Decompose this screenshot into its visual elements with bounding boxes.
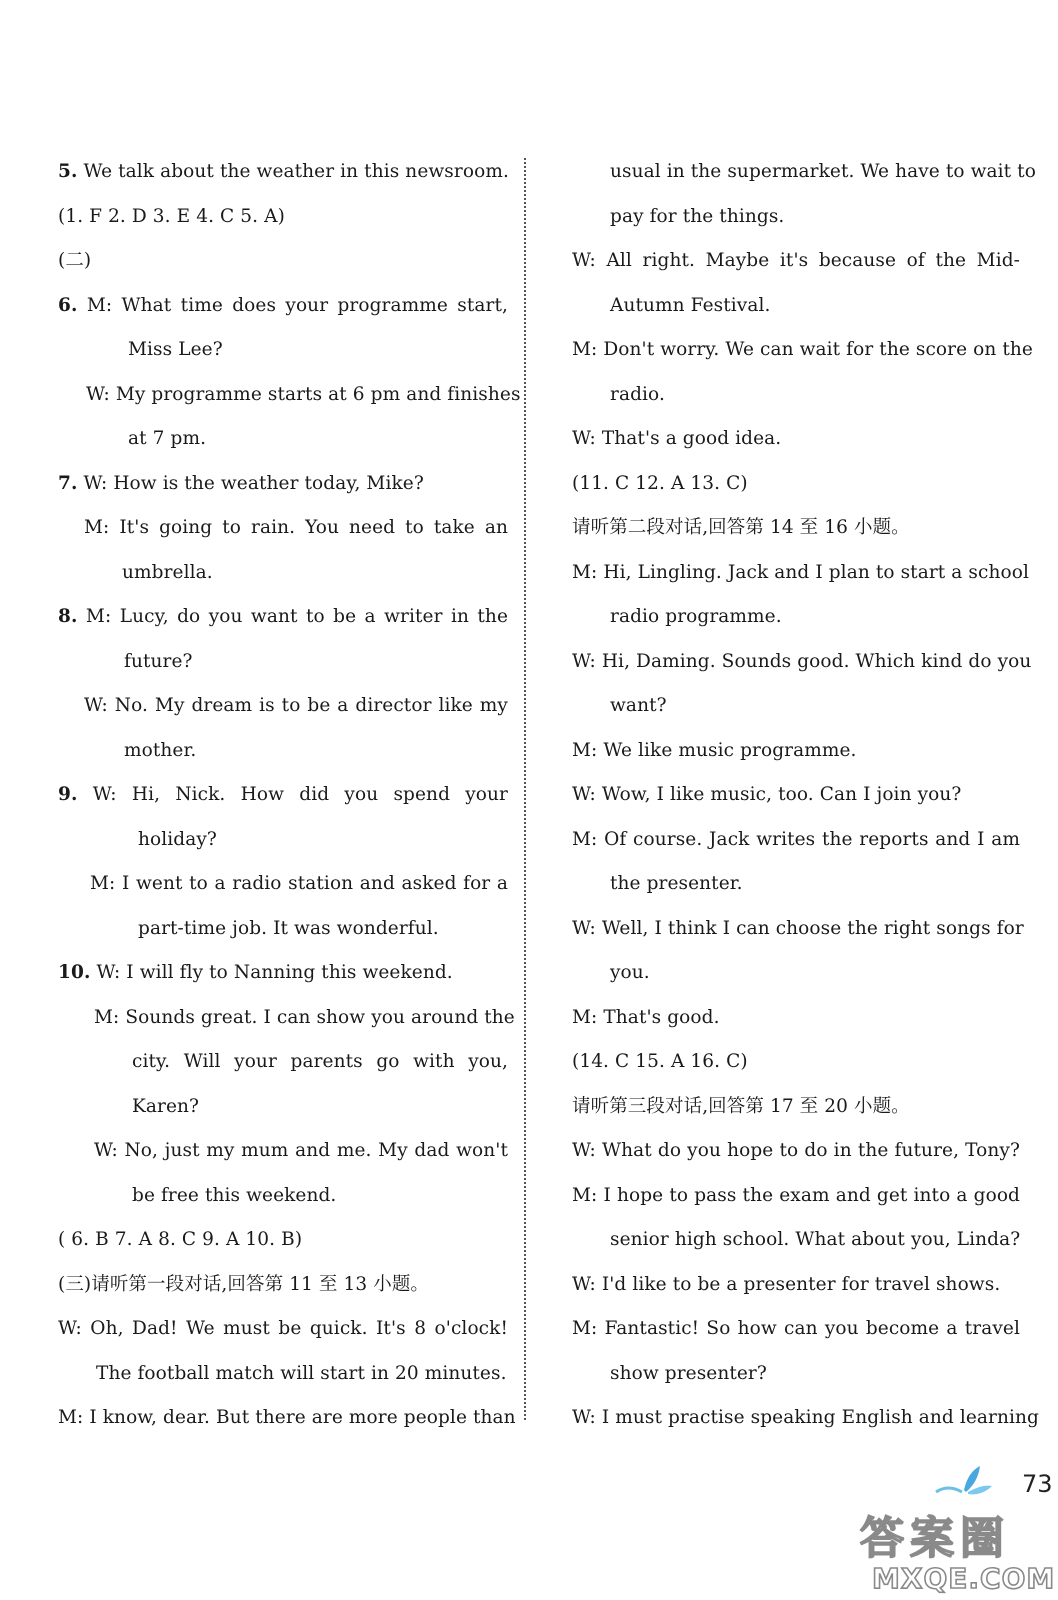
text-line [58,773,508,818]
text-line: usual in the supermarket. We have to wait to [610,161,1036,182]
line-text: W: I will fly to Nanning this weekend. [90,962,453,983]
text-line: M: Fantastic! So how can you become a travel [572,1318,1020,1339]
line-text: W: How is the weather today, Mike? [77,472,424,494]
text-line: part-time job. It was wonderful. [138,917,439,939]
text-line: (二) [58,250,92,271]
text-line: show presenter? [610,1362,767,1384]
text-line: W: All right. Maybe it's because of the Mid- [572,250,1020,271]
text-line: mother. [124,739,197,761]
text-line: M: I went to a radio station and asked for a [90,873,508,894]
text-line: M: Don't worry. We can wait for the score on the [572,339,1033,360]
watermark-text: 答案圈 [860,1513,1010,1564]
text-line: (11. C 12. A 13. C) [572,472,748,494]
text-line: The football match will start in 20 minutes. [96,1362,507,1384]
text-line: Autumn Festival. [610,294,771,316]
text-line: W: I must practise speaking English and learning [572,1407,1039,1428]
text-line: M: Of course. Jack writes the reports and I am [572,828,1020,850]
text-line: W: Oh, Dad! We must be quick. It's 8 o'clock! [58,1318,508,1339]
text-line: W: I'd like to be a presenter for travel shows. [572,1273,1001,1295]
text-line: senior high school. What about you, Linda? [610,1229,1021,1250]
text-line: you. [610,962,650,983]
text-line: radio. [610,383,665,405]
left-column [58,150,521,1441]
text-line: W: No. My dream is to be a director like my [84,695,508,716]
text-line: want? [610,695,667,716]
text-line: M: It's going to rain. You need to take an [84,517,508,538]
text-line [58,150,508,195]
text-line: M: I know, dear. But there are more people than [58,1407,516,1428]
text-line: M: We like music programme. [572,739,857,761]
text-line: W: That's a good idea. [572,428,782,449]
page-number: 73 [1022,1470,1053,1498]
text-line: (三)请听第一段对话,回答第 11 至 13 小题。 [58,1273,430,1295]
text-line: city. Will your parents go with you, [132,1051,508,1072]
line-text: W: Hi, Nick. How did you spend your [77,784,508,805]
text-line: W: What do you hope to do in the future, Tony? [572,1140,1020,1161]
text-line: 请听第二段对话,回答第 14 至 16 小题。 [572,517,910,538]
text-line: W: Hi, Daming. Sounds good. Which kind do you [572,650,1032,672]
text-line: W: Well, I think I can choose the right songs for [572,917,1024,939]
text-line: at 7 pm. [128,428,207,449]
text-line: W: My programme starts at 6 pm and finishes [86,383,521,405]
text-line: (14. C 15. A 16. C) [572,1051,748,1072]
right-column [572,150,1039,1441]
text-line: M: Sounds great. I can show you around the [94,1006,515,1028]
column-divider [524,158,526,1420]
question-number: 6. [58,294,78,316]
watermark-url: MXQE.COM [872,1562,1056,1595]
text-line: Miss Lee? [128,339,223,360]
question-number: 8. [58,606,78,627]
text-line: W: Wow, I like music, too. Can I join you? [572,784,962,805]
text-line: Karen? [132,1095,200,1117]
question-number: 10. [58,962,91,983]
text-line: (1. F 2. D 3. E 4. C 5. A) [58,205,285,227]
line-text: We talk about the weather in this newsroom. [77,161,509,182]
text-line: W: No, just my mum and me. My dad won't [94,1140,508,1161]
text-line: ( 6. B 7. A 8. C 9. A 10. B) [58,1229,303,1250]
text-line: holiday? [138,828,217,850]
text-line: M: Hi, Lingling. Jack and I plan to start a school [572,561,1029,583]
text-line: radio programme. [610,606,782,627]
text-line: the presenter. [610,873,743,894]
text-line: pay for the things. [610,205,785,227]
text-line: 请听第三段对话,回答第 17 至 20 小题。 [572,1095,910,1117]
question-number: 7. [58,472,78,494]
question-number: 5. [58,161,78,182]
text-line: future? [124,650,193,672]
leaf-icon [928,1462,998,1502]
text-line [58,284,508,329]
text-line: M: That's good. [572,1006,720,1028]
text-line [58,595,508,640]
text-line: M: I hope to pass the exam and get into a good [572,1184,1020,1206]
text-line: umbrella. [122,561,213,583]
text-line: be free this weekend. [132,1184,337,1206]
line-text: M: Lucy, do you want to be a writer in the [77,606,508,627]
text-line [58,462,508,507]
text-line [58,951,508,996]
question-number: 9. [58,784,78,805]
watermark-logo [858,1462,1058,1600]
line-text: M: What time does your programme start, [77,294,508,316]
